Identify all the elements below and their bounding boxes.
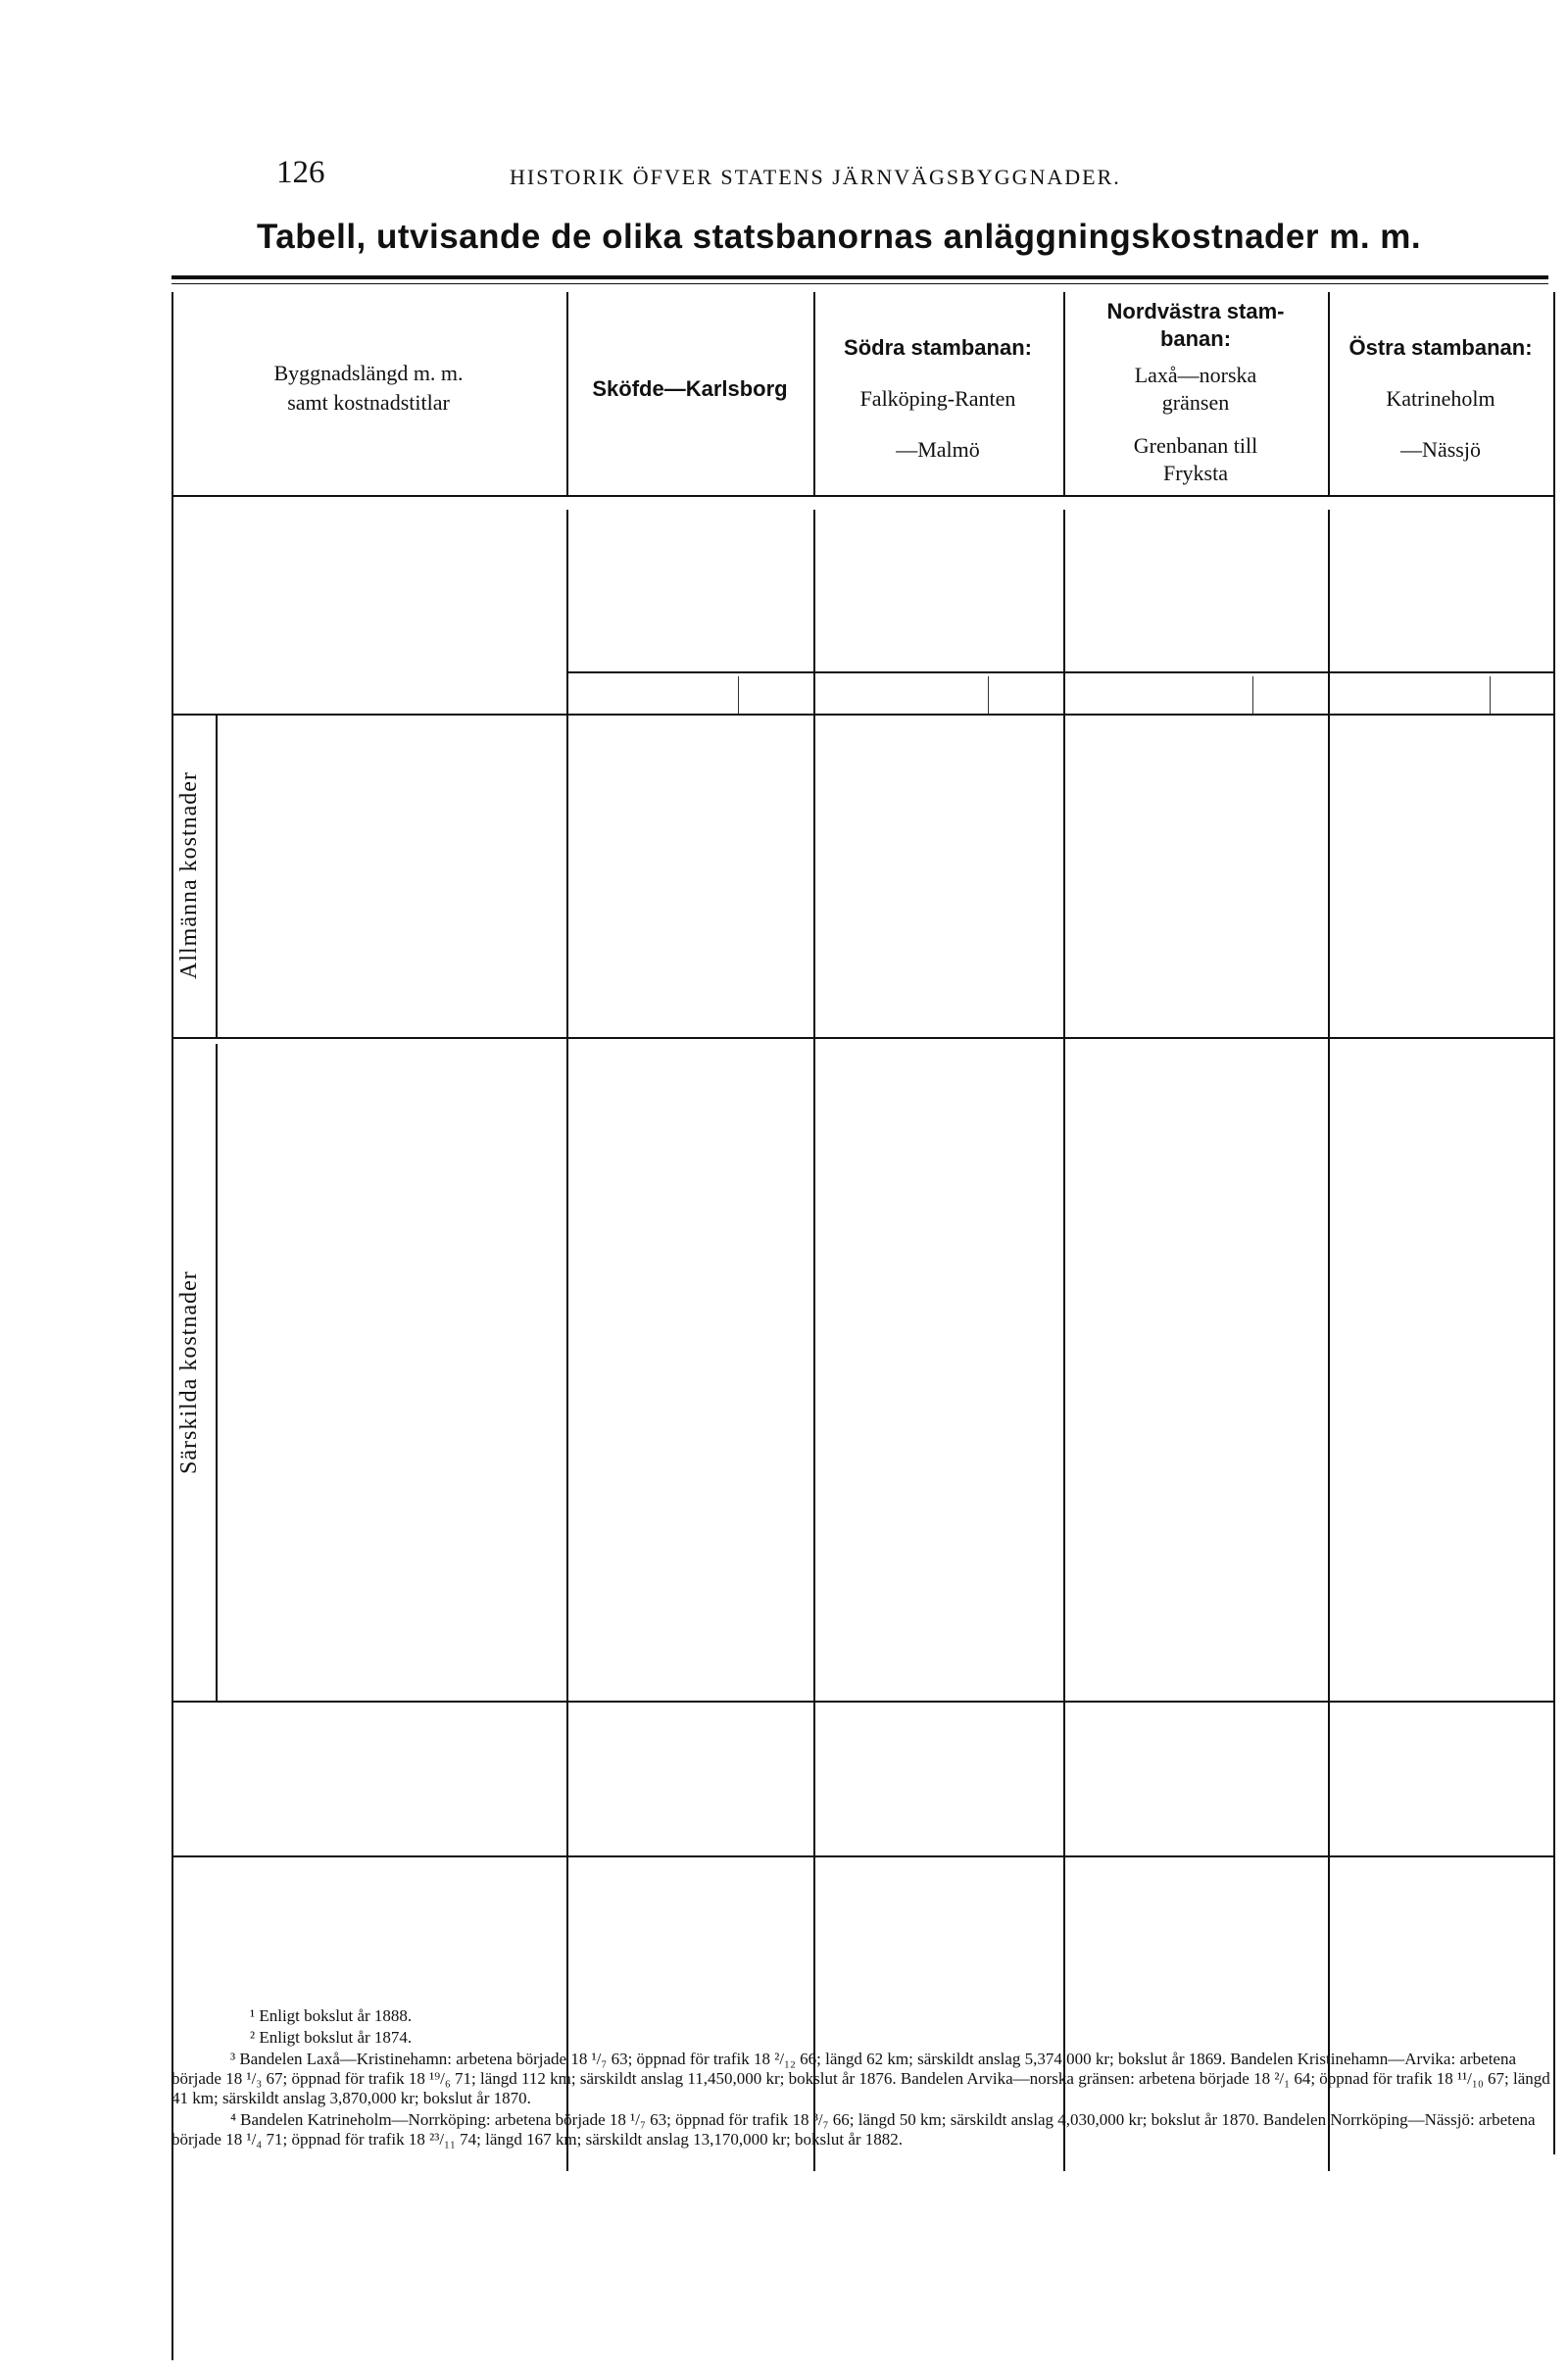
header-col2: —Malmö xyxy=(896,437,980,462)
header-divider xyxy=(1063,292,1065,495)
header-col2: Södra stambanan: xyxy=(844,335,1032,360)
column-divider xyxy=(1063,671,1065,2171)
header-divider xyxy=(1328,292,1330,495)
header-rowlabel: samt kostnadstitlar xyxy=(287,390,450,415)
unit-header-top xyxy=(566,671,1553,673)
header-divider xyxy=(813,292,815,495)
top-rule-thin xyxy=(172,283,1548,284)
info-divider xyxy=(566,510,568,671)
header-col4: —Nässjö xyxy=(1400,437,1481,462)
info-divider xyxy=(813,510,815,671)
group-label-specific: Särskilda kostnader xyxy=(176,1270,202,1474)
header-col4: Östra stambanan: xyxy=(1348,335,1533,360)
header-col3: gränsen xyxy=(1161,390,1230,415)
footnote: ³ Bandelen Laxå—Kristinehamn: arbetena började 18 ¹/₇ 63; öppnad för trafik 18 ²/₁₂ 66; längd 62 km; särskildt anslag 5,374,000 kr; bokslut år 1869. Bandelen Kristinehamn—Arvika: arbetena började 18 ¹/₃ 67; öppnad för trafik 18 ¹⁹/₆ 71; längd 112 km; särskildt anslag 11,450,000 kr; bokslut år 1876. Bandelen Arvika—norska gränsen: arbetena började 18 ²/₁ 64; öppnad för trafik 18 ¹¹/₁₀ 67; längd 41 km; särskildt anslag 3,870,000 kr; bokslut år 1870. xyxy=(172,2050,1550,2107)
group-rule xyxy=(172,1037,1553,1039)
unit-header-bottom xyxy=(172,714,1553,716)
page-title: Tabell, utvisande de olika statsbanornas anläggningskostnader m. m. xyxy=(257,218,1422,256)
page-number: 126 xyxy=(276,155,325,190)
footnote: ¹ Enligt bokslut år 1888. xyxy=(250,2006,413,2025)
header-col3: Grenbanan till xyxy=(1133,433,1258,458)
header-col1: Sköfde—Karlsborg xyxy=(592,376,788,401)
footnote: ⁴ Bandelen Katrineholm—Norrköping: arbetena började 18 ¹/₇ 63; öppnad för trafik 18 ³/₇ 66; längd 50 km; särskildt anslag 4,030,000 kr; bokslut år 1870. Bandelen Norrköping—Nässjö: arbetena började 18 ¹/₄ 71; öppnad för trafik 18 ²³/₁₁ 74; längd 167 km; särskildt anslag 13,170,000 kr; bokslut år 1882. xyxy=(172,2110,1536,2149)
column-divider xyxy=(566,671,568,2171)
group-label-general: Allmänna kostnader xyxy=(176,771,202,979)
column-divider xyxy=(813,671,815,2171)
header-col3: Fryksta xyxy=(1163,461,1228,485)
group-rule xyxy=(172,1855,1553,1857)
header-col3: Laxå—norska xyxy=(1134,363,1257,387)
header-col4: Katrineholm xyxy=(1386,386,1495,411)
group-divider xyxy=(216,714,218,1037)
column-rule xyxy=(1490,676,1491,714)
info-divider xyxy=(1328,510,1330,671)
header-col2: Falköping-Ranten xyxy=(859,386,1016,411)
group-rule xyxy=(172,1701,1553,1703)
running-head: HISTORIK ÖFVER STATENS JÄRNVÄGSBYGGNADER. xyxy=(510,165,1121,189)
column-rule xyxy=(738,676,739,714)
header-rowlabel: Byggnadslängd m. m. xyxy=(273,361,464,385)
footnote: ² Enligt bokslut år 1874. xyxy=(250,2028,413,2047)
column-divider xyxy=(1328,671,1330,2171)
header-divider xyxy=(566,292,568,495)
table-right-border xyxy=(1553,292,1555,2154)
info-divider xyxy=(1063,510,1065,671)
top-rule xyxy=(172,275,1548,279)
header-col3: Nordvästra stam- xyxy=(1106,299,1285,323)
column-rule xyxy=(1252,676,1253,714)
header-bottom-rule xyxy=(172,495,1553,497)
group-divider xyxy=(216,1044,218,1701)
column-rule xyxy=(988,676,989,714)
header-col3: banan: xyxy=(1159,326,1232,351)
